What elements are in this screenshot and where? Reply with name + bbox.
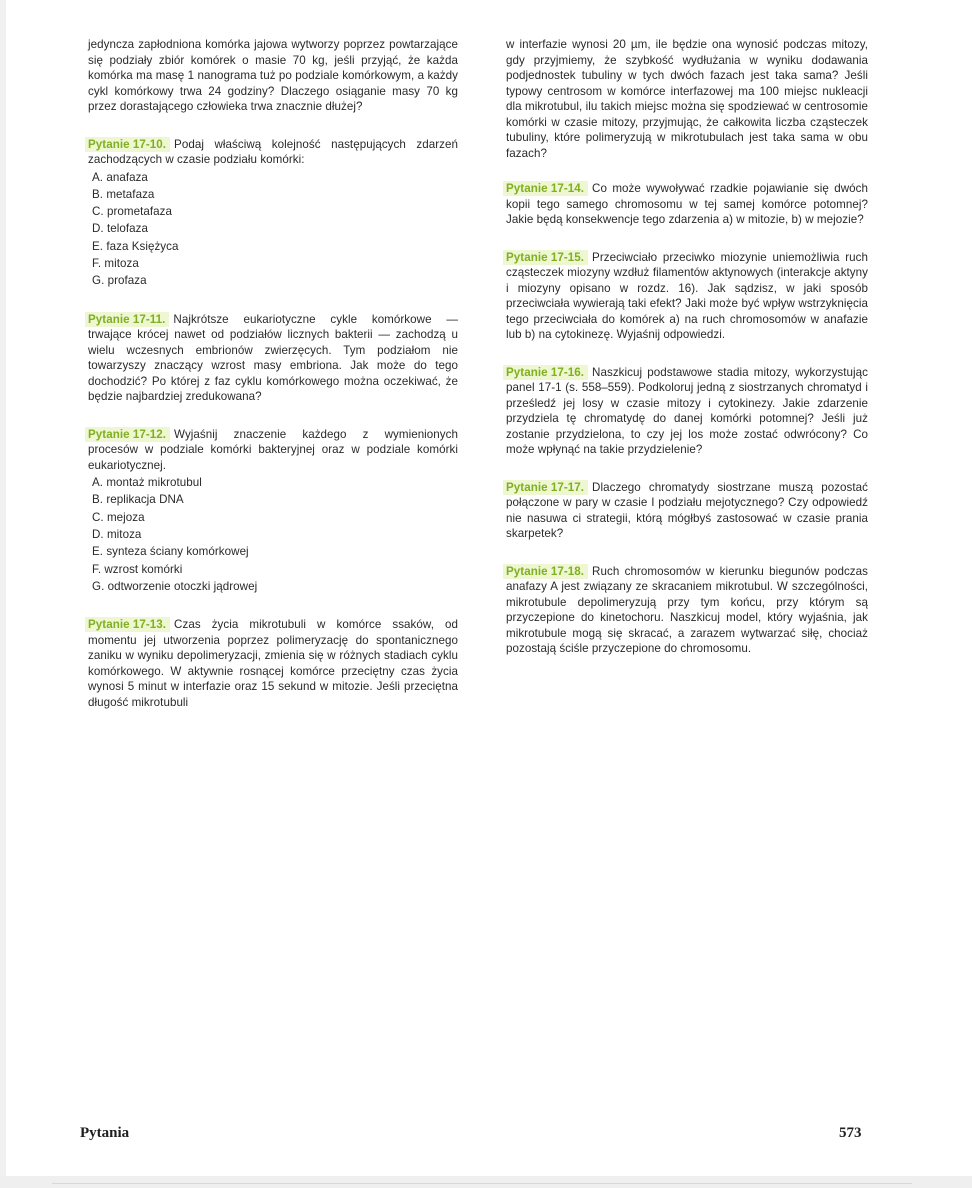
list-item: A. montaż mikrotubul bbox=[92, 476, 202, 490]
question-text: Ruch chromosomów w kierunku biegunów podczas anafazy A jest związany ze skracaniem mikrotubul. W szczególności, mikrotubule depolimeryzują przy tym końcu, przy którym są przyczepione do kinetochoru. Naszkicuj model, który wyjaśnia, jak mikrotubule mogą się skracać, a zarazem wytwarzać siłę, chociaż pozostają ściśle przyczepione do chromosomu. bbox=[506, 564, 868, 655]
right-column bbox=[506, 37, 868, 657]
question-label: Pytanie 17-14. bbox=[503, 181, 588, 196]
question-text: Przeciwciało przeciwko miozynie uniemożliwia ruch cząsteczek miozyny wzdłuż filamentów aktynowych (interakcje aktyny i miozyny opisano w rozdz. 16). Jak sądzisz, w jaki sposób przeciwciała wywierają taki efekt? Jaki może być wpływ wstrzyknięcia tego przeciwciała do komórek a) na ruch chromosomów w anafazie lub b) na cytokinezę. Wyjaśnij odpowiedzi. bbox=[506, 250, 868, 341]
question-label: Pytanie 17-15. bbox=[503, 250, 588, 265]
question-label: Pytanie 17-17. bbox=[503, 480, 588, 495]
list-item: C. mejoza bbox=[92, 510, 145, 524]
list-item: F. wzrost komórki bbox=[92, 562, 183, 576]
question-17-14 bbox=[506, 181, 868, 228]
continuation-paragraph: w interfazie wynosi 20 µm, ile będzie ona wynosić podczas mitozy, gdy przyjmiemy, że szybkość wydłużania w wyniku dodawania podjednostek tubuliny w tych dwóch fazach jest taka sama? Jeśli typowy centrosom w komórce interfazowej ma 100 miejsc nukleacji dla mikrotubul, ilu takich miejsc można się spodziewać w centrosomie komórki w czasie mitozy, przyjmując, że całkowita liczba cząsteczek tubuliny, które polimeryzują w mikrotubulach jest taka sama w obu fazach? bbox=[506, 38, 868, 160]
option-list bbox=[88, 169, 458, 290]
question-label: Pytanie 17-10. bbox=[85, 137, 170, 152]
section-footer: Pytania bbox=[80, 1125, 130, 1141]
list-item: E. faza Księżyca bbox=[92, 239, 179, 253]
question-17-10 bbox=[88, 137, 458, 290]
question-text: Podaj właściwą kolejność następujących zdarzeń zachodzących w czasie podziału komórki: bbox=[88, 137, 458, 166]
list-item: B. metafaza bbox=[92, 187, 155, 201]
question-text: Naszkicuj podstawowe stadia mitozy, wykorzystując panel 17-1 (s. 558–559). Podkoloruj jedną z siostrzanych chromatyd i prześledź jej losy w czasie mitozy i cytokinezy. Jakie zdarzenie przydziela tę chromatydę do danej komórki potomnej? Jeśli już zostanie przydzielona, to czy jej los może zostać odwrócony? Co może wpłynąć na takie przydzielenie? bbox=[506, 365, 868, 456]
scan-edge-left bbox=[0, 0, 6, 1188]
question-label: Pytanie 17-18. bbox=[503, 564, 588, 579]
list-item: D. mitoza bbox=[92, 527, 142, 541]
option-list bbox=[88, 474, 458, 595]
question-17-11 bbox=[88, 312, 458, 405]
question-text: Dlaczego chromatydy siostrzane muszą pozostać połączone w pary w czasie I podziału mejotycznego? Czy odpowiedź nie nasuwa ci strategii, którą mógłbyś zastosować w czasie prania skarpetek? bbox=[506, 480, 868, 540]
page-number: 573 bbox=[839, 1125, 862, 1141]
question-text: Wyjaśnij znaczenie każdego z wymienionych procesów w podziale komórki bakteryjnej oraz w podziale komórki eukariotycznej. bbox=[88, 427, 458, 472]
question-label: Pytanie 17-11. bbox=[85, 312, 169, 327]
list-item: C. prometafaza bbox=[92, 205, 172, 219]
list-item: A. anafaza bbox=[92, 170, 148, 184]
list-item: G. profaza bbox=[92, 274, 147, 288]
list-item: F. mitoza bbox=[92, 256, 139, 270]
page-bottom-rule bbox=[52, 1183, 912, 1184]
question-17-13 bbox=[88, 617, 458, 710]
question-label: Pytanie 17-16. bbox=[503, 365, 588, 380]
question-text: Najkrótsze eukariotyczne cykle komórkowe — trwające krócej nawet od podziałów licznych bakterii — zachodzą u wielu wczesnych embrionów zwierzęcych. Tym podziałom nie towarzyszy znaczący wzrost masy embriona. Jak może do tego dochodzić? Po której z faz cyklu komórkowego można oczekiwać, że będzie najbardziej zredukowana? bbox=[88, 312, 458, 404]
question-17-17 bbox=[506, 480, 868, 542]
question-17-12 bbox=[88, 427, 458, 596]
scan-edge-bottom bbox=[0, 1176, 972, 1188]
list-item: G. odtworzenie otoczki jądrowej bbox=[92, 579, 258, 593]
list-item: B. replikacja DNA bbox=[92, 493, 184, 507]
left-column bbox=[88, 37, 458, 710]
question-text: Co może wywoływać rzadkie pojawianie się dwóch kopii tego samego chromosomu w tej samej komórce potomnej? Jakie będą konsekwencje tego zdarzenia a) w mitozie, b) w mejozie? bbox=[506, 182, 868, 226]
question-label: Pytanie 17-12. bbox=[85, 427, 170, 442]
list-item: D. telofaza bbox=[92, 222, 148, 236]
list-item: E. synteza ściany komórkowej bbox=[92, 545, 249, 559]
question-text: Czas życia mikrotubuli w komórce ssaków, od momentu jej utworzenia poprzez polimeryzację do spontanicznego zaniku w wyniku depolimeryzacji, zmienia się w różnych stadiach cyklu komórkowego. W aktywnie rosnącej komórce przeciętny czas życia wynosi 5 minut w interfazie oraz 15 sekund w mitozie. Jeśli przeciętna długość mikrotubuli bbox=[88, 618, 458, 709]
question-17-15 bbox=[506, 250, 868, 343]
intro-paragraph: jedyncza zapłodniona komórka jajowa wytworzy poprzez powtarzające się podziały zbiór komórek o masie 70 kg, jeśli przyjąć, że każda komórka ma masę 1 nanograma tuż po podziale komórkowym, a każdy cykl komórkowy trwa 24 godziny? Dlaczego osiąganie masy 70 kg przez dorastającego człowieka trwa znacznie dłużej? bbox=[88, 38, 458, 113]
question-17-16 bbox=[506, 365, 868, 458]
question-label: Pytanie 17-13. bbox=[85, 617, 170, 632]
question-17-18 bbox=[506, 564, 868, 657]
